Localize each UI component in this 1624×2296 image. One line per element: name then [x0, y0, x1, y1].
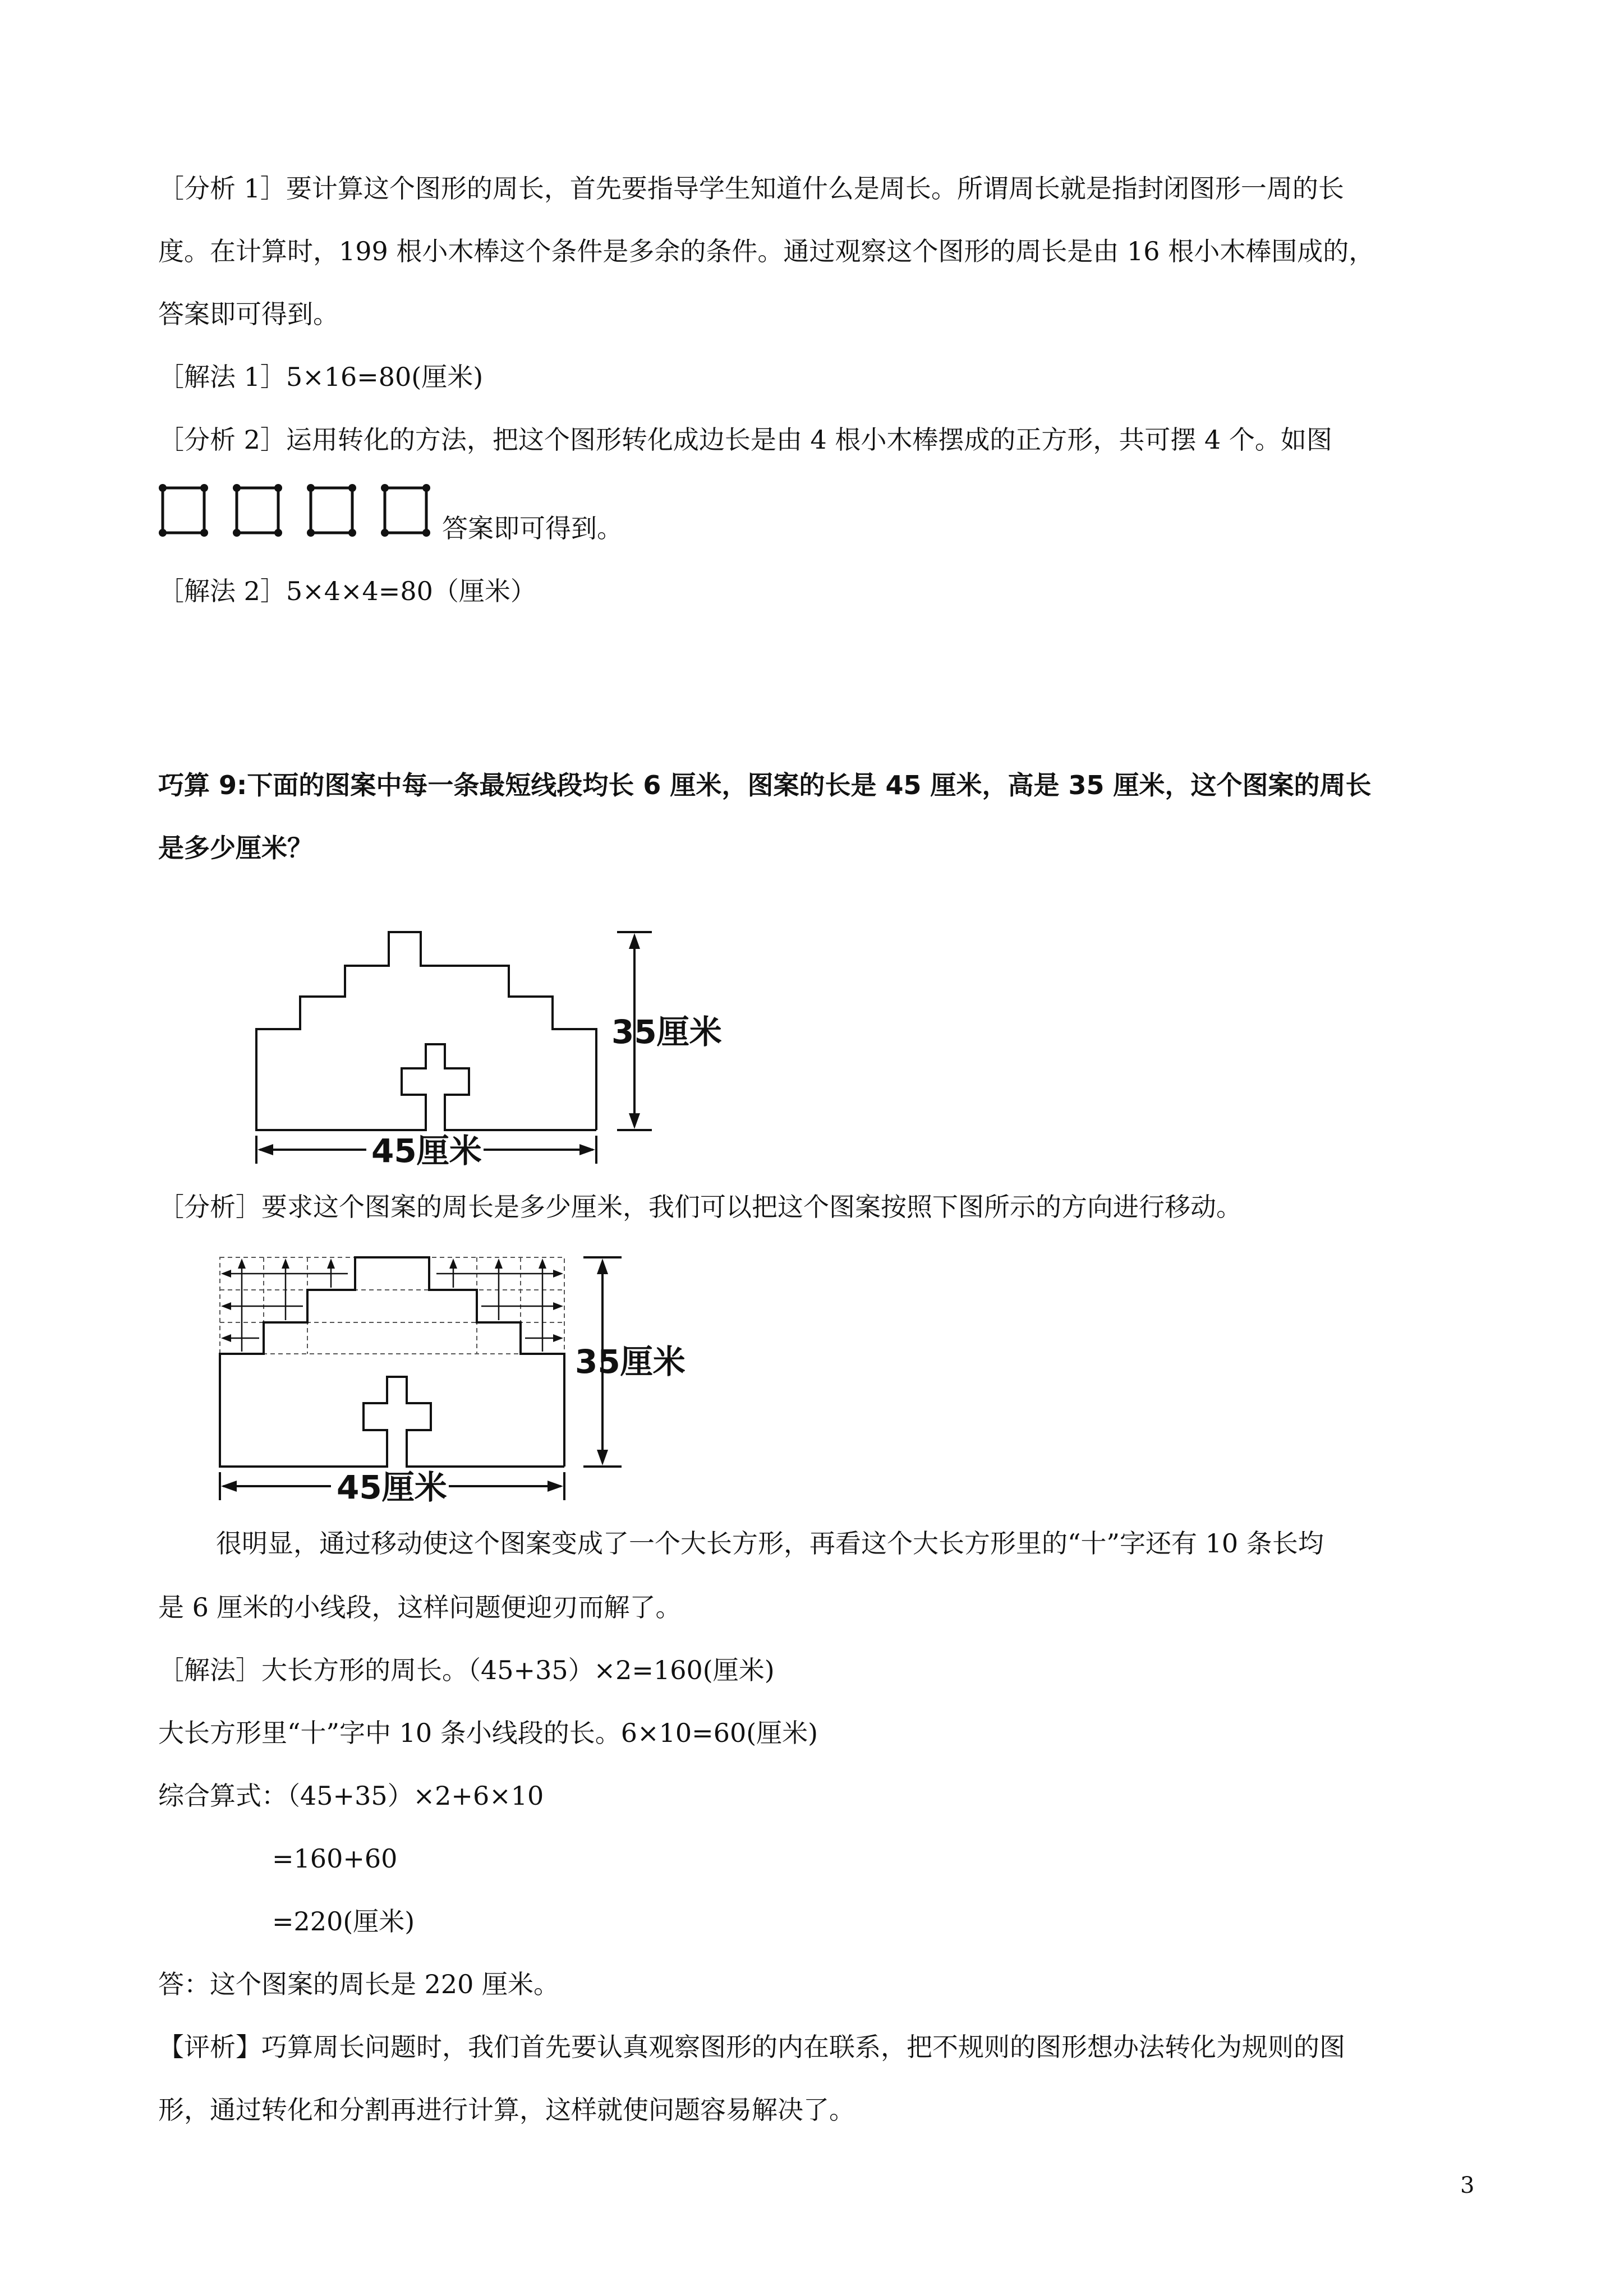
analysis1-line1: ［分析 1］要计算这个图形的周长，首先要指导学生知道什么是周长。所谓周长就是指封闭图形一周的长 — [158, 173, 1344, 204]
analysis1-line3: 答案即可得到。 — [158, 299, 339, 329]
analysis2-line2: 答案即可得到。 — [442, 513, 623, 543]
solution-line2: 大长方形里“十”字中 10 条小线段的长。6×10=60(厘米) — [158, 1718, 818, 1748]
square-2 — [237, 488, 278, 533]
solution2: ［解法 2］5×4×4=80（厘米） — [158, 576, 536, 606]
page-number: 3 — [1460, 2173, 1475, 2198]
combined-line3: =220(厘米) — [272, 1906, 415, 1937]
stepped-shape-figure — [247, 925, 752, 1172]
square-4 — [385, 488, 426, 533]
stepped-outline-moved — [220, 1257, 564, 1467]
square-3 — [311, 488, 352, 533]
four-squares-figure — [158, 483, 439, 537]
analysis-move: ［分析］要求这个图案的周长是多少厘米，我们可以把这个图案按照下图所示的方向进行移动。 — [158, 1192, 1242, 1222]
combined-line2: =160+60 — [272, 1843, 398, 1874]
height-label-2: 35厘米 — [575, 1343, 686, 1381]
comment-line2: 形，通过转化和分割再进行计算，这样就使问题容易解决了。 — [158, 2095, 855, 2125]
width-label: 45厘米 — [371, 1132, 482, 1170]
comment-line1: 【评析】巧算周长问题时，我们首先要认真观察图形的内在联系，把不规则的图形想办法转化为规则的图 — [158, 2032, 1345, 2062]
solution1: ［解法 1］5×16=80(厘米) — [158, 362, 484, 392]
answer: 答：这个图案的周长是 220 厘米。 — [158, 1969, 560, 1999]
solution-line1: ［解法］大长方形的周长。（45+35）×2=160(厘米) — [158, 1655, 775, 1685]
problem9-line1: 巧算 9:下面的图案中每一条最短线段均长 6 厘米，图案的长是 45 厘米，高是 35 厘米，这个图案的周长 — [158, 770, 1372, 800]
height-label: 35厘米 — [611, 1013, 722, 1051]
combined-line1: 综合算式：（45+35）×2+6×10 — [158, 1781, 544, 1811]
moved-shape-figure — [213, 1251, 718, 1503]
stepped-outline — [256, 932, 596, 1130]
problem9-line2: 是多少厘米？ — [158, 833, 313, 863]
obvious-line1: 很明显，通过移动使这个图案变成了一个大长方形，再看这个大长方形里的“十”字还有 10 条长均 — [216, 1528, 1324, 1559]
width-label-2: 45厘米 — [337, 1468, 447, 1503]
square-1 — [163, 488, 204, 533]
analysis1-line2: 度。在计算时，199 根小木棒这个条件是多余的条件。通过观察这个图形的周长是由 16 根小木棒围成的， — [158, 236, 1375, 266]
analysis2-line1: ［分析 2］运用转化的方法，把这个图形转化成边长是由 4 根小木棒摆成的正方形，共可摆 4 个。如图 — [158, 425, 1332, 455]
obvious-line2: 是 6 厘米的小线段，这样问题便迎刃而解了。 — [158, 1592, 682, 1622]
